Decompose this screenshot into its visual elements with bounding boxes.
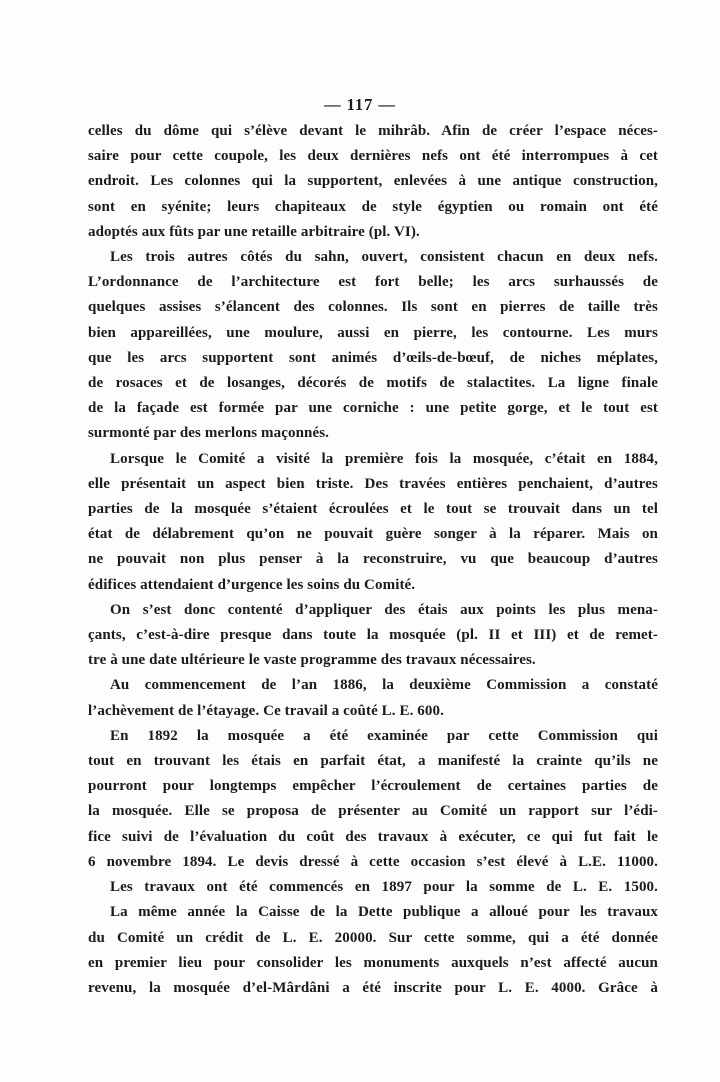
text-line: tre à une date ultérieure le vaste programme des travaux nécessaires. <box>88 652 536 669</box>
text-line: fice suivi de l’évaluation du coût des travaux à exécuter, ce qui fut fait le <box>88 828 658 845</box>
text-line: endroit. Les colonnes qui la supportent, enlevées à une antique construction, <box>88 173 658 190</box>
text-line: que les arcs supportent sont animés d’œils-de-bœuf, de niches méplates, <box>88 349 658 366</box>
paragraph <box>88 245 658 447</box>
paragraph <box>88 119 658 245</box>
text-line: état de délabrement qu’on ne pouvait guère songer à la réparer. Mais on <box>88 526 658 543</box>
text-line: du Comité un crédit de L. E. 20000. Sur cette somme, qui a été donnée <box>88 929 658 946</box>
page-body <box>88 119 658 1001</box>
text-line: saire pour cette coupole, les deux dernières nefs ont été interrompues à cet <box>88 148 658 165</box>
text-line: ne pouvait non plus penser à la reconstruire, vu que beaucoup d’autres <box>88 551 658 568</box>
paragraph <box>88 900 658 1001</box>
text-line: Au commencement de l’an 1886, la deuxième Commission a constaté <box>110 677 658 694</box>
text-line: bien appareillées, une moulure, aussi en pierre, les contourne. Les murs <box>88 324 658 341</box>
text-line: en premier lieu pour consolider les monuments auxquels n’est affecté aucun <box>88 954 658 971</box>
text-line: çants, c’est-à-dire presque dans toute la mosquée (pl. II et III) et de remet- <box>88 627 658 644</box>
text-line: Les travaux ont été commencés en 1897 pour la somme de L. E. 1500. <box>110 879 658 896</box>
text-line: tout en trouvant les étais en parfait état, a manifesté la crainte qu’ils ne <box>88 753 658 770</box>
text-line: la mosquée. Elle se proposa de présenter au Comité un rapport sur l’édi- <box>88 803 658 820</box>
page-number: — 117 — <box>323 95 397 114</box>
paragraph <box>88 447 658 598</box>
text-line: de rosaces et de losanges, décorés de motifs de stalactites. La ligne finale <box>88 375 658 392</box>
paragraph <box>88 875 658 900</box>
text-line: sont en syénite; leurs chapiteaux de style égyptien ou romain ont été <box>88 198 658 215</box>
text-line: elle présentait un aspect bien triste. Des travées entières penchaient, d’autres <box>88 475 658 492</box>
text-line: Les trois autres côtés du sahn, ouvert, consistent chacun en deux nefs. <box>110 249 658 266</box>
text-line: pourront pour longtemps empêcher l’écroulement de certaines parties de <box>88 778 658 795</box>
text-line: On s’est donc contenté d’appliquer des étais aux points les plus mena- <box>110 601 658 618</box>
text-line: adoptés aux fûts par une retaille arbitraire (pl. VI). <box>88 223 420 240</box>
text-line: de la façade est formée par une corniche : une petite gorge, et le tout est <box>88 400 658 417</box>
text-line: édifices attendaient d’urgence les soins du Comité. <box>88 576 416 593</box>
text-line: surmonté par des merlons maçonnés. <box>88 425 330 442</box>
text-line: La même année la Caisse de la Dette publique a alloué pour les travaux <box>110 904 658 921</box>
text-line: 6 novembre 1894. Le devis dressé à cette occasion s’est élevé à L.E. 11000. <box>88 853 658 870</box>
text-line: celles du dôme qui s’élève devant le mihrâb. Afin de créer l’espace néces- <box>88 123 658 139</box>
text-line: revenu, la mosquée d’el-Mârdâni a été inscrite pour L. E. 4000. Grâce à <box>88 979 658 996</box>
paragraph <box>88 724 658 875</box>
text-line: En 1892 la mosquée a été examinée par cette Commission qui <box>110 727 658 744</box>
text-line: L’ordonnance de l’architecture est fort belle; les arcs surhaussés de <box>88 274 658 291</box>
text-line: parties de la mosquée s’étaient écroulées et le tout se trouvait dans un tel <box>88 501 658 518</box>
text-line: l’achèvement de l’étayage. Ce travail a coûté L. E. 600. <box>88 702 444 719</box>
paragraph <box>88 598 658 674</box>
text-line: quelques assises s’élancent des colonnes. Ils sont en pierres de taille très <box>88 299 658 316</box>
paragraph <box>88 673 658 723</box>
text-line: Lorsque le Comité a visité la première fois la mosquée, c’était en 1884, <box>110 450 658 467</box>
